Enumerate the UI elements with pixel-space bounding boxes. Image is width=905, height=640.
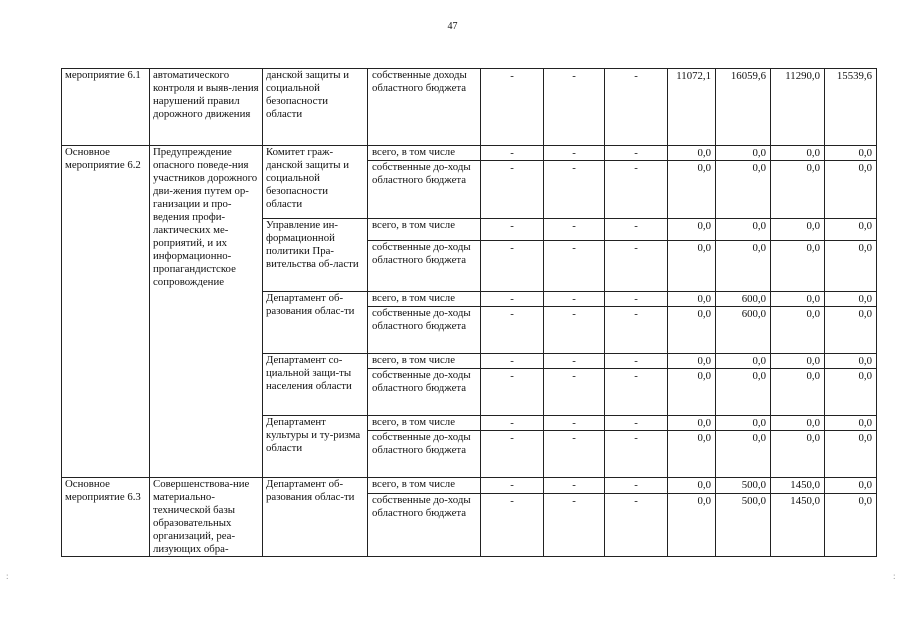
value-cell: 0,0 bbox=[771, 241, 825, 292]
page-number: 47 bbox=[447, 21, 458, 32]
event-cell: Основное мероприятие 6.3 bbox=[62, 478, 150, 557]
value-cell: 0,0 bbox=[668, 219, 716, 241]
value-cell: 600,0 bbox=[716, 307, 771, 354]
value-cell: 0,0 bbox=[771, 431, 825, 478]
value-cell: 0,0 bbox=[825, 241, 877, 292]
value-cell: 1450,0 bbox=[771, 478, 825, 494]
value-cell: - bbox=[605, 241, 668, 292]
margin-mark-right: : bbox=[893, 571, 896, 581]
description-cell: Предупреждение опасного поведе-ния участников дорожного дви-жения путем ор-ганизации и про-ведения профи-лактических ме-роприятий, и их информационно-пропагандистское сопровождение bbox=[150, 146, 263, 478]
value-cell: - bbox=[544, 431, 605, 478]
description-cell: Совершенствова-ние материально-технической базы образовательных организаций, реа-лизующих обра- bbox=[150, 478, 263, 557]
value-cell: - bbox=[544, 416, 605, 431]
executor-cell: Департамент об-разования облас-ти bbox=[263, 478, 368, 557]
value-cell: 11072,1 bbox=[668, 69, 716, 146]
value-cell: - bbox=[544, 241, 605, 292]
value-cell: 0,0 bbox=[668, 354, 716, 369]
value-cell: 0,0 bbox=[825, 146, 877, 161]
value-cell: 0,0 bbox=[825, 494, 877, 557]
value-cell: - bbox=[544, 292, 605, 307]
funding-source-cell: всего, в том числе bbox=[368, 354, 481, 369]
value-cell: - bbox=[605, 69, 668, 146]
table-row bbox=[62, 69, 877, 146]
value-cell: - bbox=[605, 369, 668, 416]
value-cell: 0,0 bbox=[716, 354, 771, 369]
funding-source-cell: собственные доходы областного бюджета bbox=[368, 69, 481, 146]
value-cell: 0,0 bbox=[668, 307, 716, 354]
margin-mark-left: : bbox=[6, 571, 9, 581]
value-cell: 0,0 bbox=[771, 369, 825, 416]
value-cell: 600,0 bbox=[716, 292, 771, 307]
value-cell: 0,0 bbox=[668, 431, 716, 478]
funding-source-cell: собственные до-ходы областного бюджета bbox=[368, 307, 481, 354]
value-cell: - bbox=[544, 146, 605, 161]
value-cell: - bbox=[544, 478, 605, 494]
value-cell: 11290,0 bbox=[771, 69, 825, 146]
value-cell: - bbox=[544, 354, 605, 369]
value-cell: - bbox=[605, 494, 668, 557]
value-cell: - bbox=[605, 161, 668, 219]
value-cell: 0,0 bbox=[668, 292, 716, 307]
value-cell: 0,0 bbox=[825, 354, 877, 369]
value-cell: - bbox=[605, 307, 668, 354]
value-cell: 0,0 bbox=[668, 416, 716, 431]
value-cell: 0,0 bbox=[825, 369, 877, 416]
funding-source-cell: всего, в том числе bbox=[368, 478, 481, 494]
value-cell: 0,0 bbox=[825, 292, 877, 307]
value-cell: - bbox=[481, 219, 544, 241]
funding-source-cell: собственные до-ходы областного бюджета bbox=[368, 431, 481, 478]
value-cell: 0,0 bbox=[668, 369, 716, 416]
value-cell: 1450,0 bbox=[771, 494, 825, 557]
value-cell: 0,0 bbox=[716, 146, 771, 161]
value-cell: 0,0 bbox=[716, 431, 771, 478]
funding-source-cell: собственные до-ходы областного бюджета bbox=[368, 161, 481, 219]
value-cell: - bbox=[481, 161, 544, 219]
funding-source-cell: собственные до-ходы областного бюджета bbox=[368, 369, 481, 416]
value-cell: 0,0 bbox=[825, 161, 877, 219]
table-row bbox=[62, 478, 877, 494]
value-cell: - bbox=[544, 161, 605, 219]
value-cell: - bbox=[605, 146, 668, 161]
value-cell: 0,0 bbox=[716, 416, 771, 431]
value-cell: - bbox=[544, 494, 605, 557]
value-cell: - bbox=[605, 478, 668, 494]
value-cell: 500,0 bbox=[716, 478, 771, 494]
value-cell: 0,0 bbox=[771, 292, 825, 307]
value-cell: 0,0 bbox=[771, 146, 825, 161]
executor-cell: Департамент культуры и ту-ризма области bbox=[263, 416, 368, 478]
value-cell: - bbox=[544, 307, 605, 354]
executor-cell: Комитет граж-данской защиты и социальной безопасности области bbox=[263, 146, 368, 219]
value-cell: - bbox=[481, 146, 544, 161]
value-cell: - bbox=[481, 307, 544, 354]
event-cell: Основное мероприятие 6.2 bbox=[62, 146, 150, 478]
description-cell: автоматического контроля и выяв-ления нарушений правил дорожного движения bbox=[150, 69, 263, 146]
executor-cell: Управление ин-формационной политики Пра-вительства об-ласти bbox=[263, 219, 368, 292]
value-cell: - bbox=[481, 431, 544, 478]
value-cell: 0,0 bbox=[716, 161, 771, 219]
value-cell: 16059,6 bbox=[716, 69, 771, 146]
financing-table bbox=[61, 68, 877, 557]
value-cell: 0,0 bbox=[825, 219, 877, 241]
funding-source-cell: всего, в том числе bbox=[368, 416, 481, 431]
value-cell: - bbox=[544, 369, 605, 416]
value-cell: 0,0 bbox=[771, 161, 825, 219]
value-cell: - bbox=[481, 416, 544, 431]
executor-cell: Департамент со-циальной защи-ты населения области bbox=[263, 354, 368, 416]
value-cell: 500,0 bbox=[716, 494, 771, 557]
value-cell: 0,0 bbox=[825, 431, 877, 478]
value-cell: - bbox=[544, 69, 605, 146]
executor-cell: Департамент об-разования облас-ти bbox=[263, 292, 368, 354]
value-cell: - bbox=[481, 494, 544, 557]
value-cell: 0,0 bbox=[668, 478, 716, 494]
value-cell: - bbox=[605, 416, 668, 431]
event-cell: мероприятие 6.1 bbox=[62, 69, 150, 146]
funding-source-cell: собственные до-ходы областного бюджета bbox=[368, 494, 481, 557]
value-cell: - bbox=[481, 478, 544, 494]
executor-cell: данской защиты и социальной безопасности области bbox=[263, 69, 368, 146]
value-cell: - bbox=[605, 219, 668, 241]
value-cell: - bbox=[481, 354, 544, 369]
value-cell: 0,0 bbox=[825, 416, 877, 431]
table-row bbox=[62, 146, 877, 161]
value-cell: 0,0 bbox=[668, 241, 716, 292]
funding-source-cell: собственные до-ходы областного бюджета bbox=[368, 241, 481, 292]
funding-source-cell: всего, в том числе bbox=[368, 146, 481, 161]
value-cell: 0,0 bbox=[771, 354, 825, 369]
value-cell: 0,0 bbox=[771, 307, 825, 354]
value-cell: 0,0 bbox=[716, 219, 771, 241]
value-cell: - bbox=[481, 292, 544, 307]
funding-source-cell: всего, в том числе bbox=[368, 219, 481, 241]
value-cell: 0,0 bbox=[825, 478, 877, 494]
value-cell: 0,0 bbox=[771, 416, 825, 431]
value-cell: - bbox=[481, 69, 544, 146]
value-cell: 0,0 bbox=[668, 146, 716, 161]
value-cell: - bbox=[544, 219, 605, 241]
funding-source-cell: всего, в том числе bbox=[368, 292, 481, 307]
value-cell: - bbox=[605, 431, 668, 478]
value-cell: 0,0 bbox=[668, 494, 716, 557]
value-cell: - bbox=[481, 241, 544, 292]
value-cell: 15539,6 bbox=[825, 69, 877, 146]
value-cell: 0,0 bbox=[668, 161, 716, 219]
value-cell: 0,0 bbox=[825, 307, 877, 354]
value-cell: 0,0 bbox=[716, 369, 771, 416]
value-cell: - bbox=[481, 369, 544, 416]
value-cell: - bbox=[605, 292, 668, 307]
value-cell: 0,0 bbox=[771, 219, 825, 241]
value-cell: 0,0 bbox=[716, 241, 771, 292]
value-cell: - bbox=[605, 354, 668, 369]
